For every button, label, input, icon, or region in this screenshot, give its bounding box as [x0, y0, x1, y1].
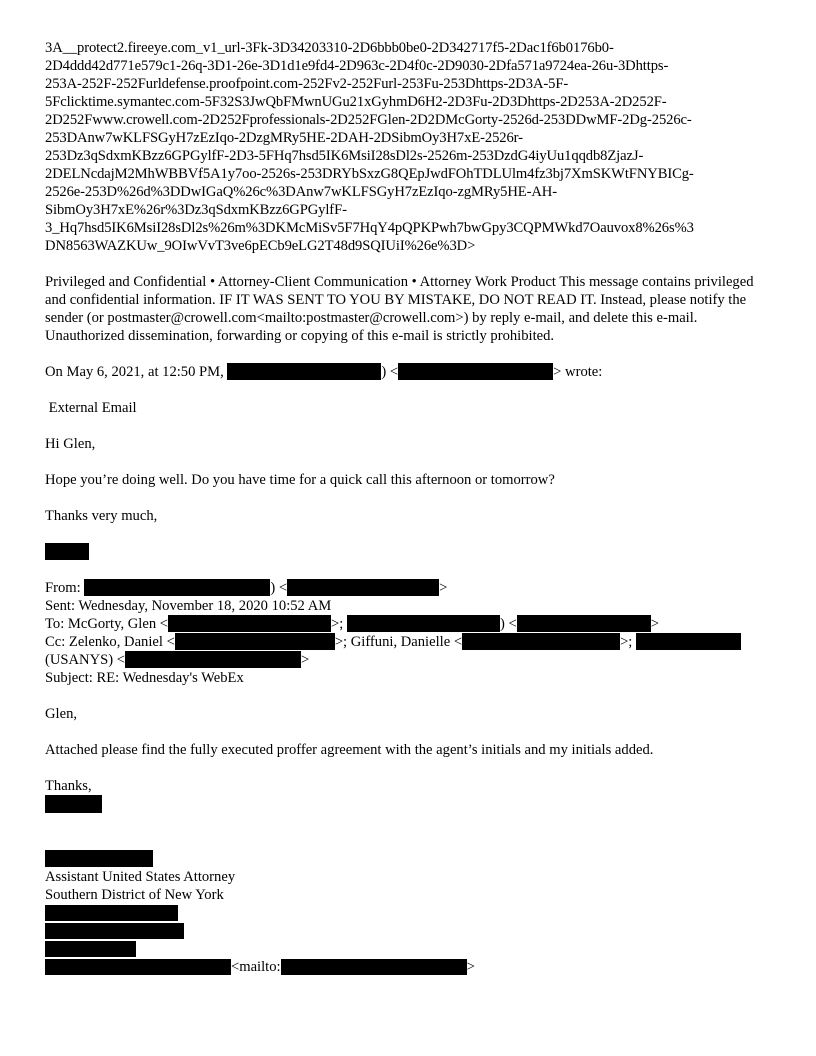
signature-org: Southern District of New York [45, 887, 224, 903]
reply-name-redaction-line [45, 795, 772, 814]
url-line: 3A__protect2.fireeye.com_v1_url-3Fk-3D34203310-2D6bbb0be0-2D342717f5-2Dac1f6b0176b0- [45, 40, 614, 56]
header-cc-continuation [45, 651, 772, 669]
redaction-bar [462, 633, 620, 650]
url-line: 2DELNcdajM2MhWBBVf5A1y7oo-2526s-253DRYbSxzG8QEpJwdFOhTDLUlm4fz3bj7XmSKWtFNYBICg- [45, 166, 694, 182]
header-sent: Sent: Wednesday, November 18, 2020 10:52 AM [45, 598, 332, 614]
to-sep2: ) < [499, 616, 517, 632]
quote-attribution [45, 363, 772, 381]
to-end: > [650, 616, 659, 632]
cc-label: Cc: Zelenko, Daniel < [45, 634, 175, 650]
redaction-bar [347, 615, 500, 632]
redaction-bar [125, 651, 301, 668]
mailto-end: > [466, 959, 475, 975]
forwarded-header-block [45, 579, 772, 687]
usanys-end: > [301, 652, 310, 668]
url-line: 253A-252F-252Furldefense.proofpoint.com-252Fv2-252Furl-253Fu-253Dhttps-2D3A-5F- [45, 76, 569, 92]
redaction-bar [45, 959, 231, 975]
cc-sep2: >; [620, 634, 636, 650]
from-mid: ) < [270, 580, 288, 596]
to-label: To: McGorty, Glen < [45, 616, 168, 632]
header-to [45, 615, 772, 633]
mailto-label: <mailto: [231, 959, 281, 975]
redaction-bar [636, 633, 741, 650]
url-line: 253DAnw7wKLFSGyH7zEzIqo-2DzgMRy5HE-2DAH-2DSibmOy3H7xE-2526r- [45, 130, 523, 146]
redaction-bar [45, 923, 184, 939]
redaction-bar [45, 941, 136, 957]
redaction-bar [281, 959, 467, 975]
signature-email-line [45, 958, 772, 976]
attribution-prefix: On May 6, 2021, at 12:50 PM, [45, 364, 228, 380]
url-line: 253Dz3qSdxmKBzz6GPGylfF-2D3-5FHq7hsd5IK6MsiI28sDl2s-2526m-253DzdG4iyUu1qqdb8ZjazJ- [45, 148, 644, 164]
encoded-url-block [45, 39, 772, 255]
to-sep1: >; [331, 616, 347, 632]
body-text: Hope you’re doing well. Do you have time for a quick call this afternoon or tomorrow? [45, 472, 555, 488]
url-line: 3_Hq7hsd5IK6MsiI28sDl2s%26m%3DKMcMiSv5F7HqY4pQPKPwh7bwGpy3CQPMWkd7Oauvox8%26s%3 [45, 220, 694, 236]
attribution-mid: ) < [381, 364, 399, 380]
signature-phone-redaction [45, 904, 772, 922]
reply-greeting: Glen, [45, 706, 78, 722]
url-line: 2D4ddd42d771e579c1-26q-3D1-26e-3D1d1e9fd4-2D963c-2D4f0c-2D9030-2Dfa571a9724ea-26u-3Dhttps- [45, 58, 669, 74]
signature-fax-redaction [45, 940, 772, 958]
sender-name-redaction-line [45, 543, 772, 561]
redaction-bar [45, 543, 89, 560]
signature-title: Assistant United States Attorney [45, 869, 236, 885]
reply-signoff: Thanks, [45, 778, 92, 794]
signature-block [45, 850, 772, 976]
from-end: > [439, 580, 448, 596]
from-label: From: [45, 580, 85, 596]
signature-name-redaction [45, 850, 772, 868]
redaction-bar [168, 615, 331, 632]
redaction-bar [175, 633, 335, 650]
url-line: 2526e-253D%26d%3DDwIGaQ%26c%3DAnw7wKLFSGyH7zEzIqo-zgMRy5HE-AH- [45, 184, 558, 200]
redaction-bar [84, 579, 270, 596]
redaction-bar [45, 795, 102, 813]
external-email-banner: External Email [45, 400, 137, 416]
header-subject: Subject: RE: Wednesday's WebEx [45, 670, 244, 686]
redaction-bar [287, 579, 439, 596]
redaction-bar [517, 615, 651, 632]
redaction-bar [398, 363, 553, 380]
greeting: Hi Glen, [45, 436, 96, 452]
url-line: SibmOy3H7xE%26r%3Dz3qSdxmKBzz6GPGylfF- [45, 202, 347, 218]
redaction-bar [227, 363, 381, 380]
signoff: Thanks very much, [45, 508, 158, 524]
signature-phone2-redaction [45, 922, 772, 940]
header-from [45, 579, 772, 597]
url-line: 5Fclicktime.symantec.com-5F32S3JwQbFMwnUGu21xGyhmD6H2-2D3Fu-2D3Dhttps-2D253A-2D252F- [45, 94, 667, 110]
url-line: DN8563WAZKUw_9OIwVvT3ve6pECb9eLG2T48d9SQIUiI%26e%3D> [45, 238, 476, 254]
usanys-label: (USANYS) < [45, 652, 125, 668]
reply-body: Attached please find the fully executed proffer agreement with the agent’s initials and my initials added. [45, 742, 654, 758]
confidentiality-disclaimer: Privileged and Confidential • Attorney-Client Communication • Attorney Work Product This message contains privileged and confidential information. IF IT WAS SENT TO YOU BY MISTAKE, DO NOT READ IT. Instead, please notify the sender (or postmaster@crowell.com<mailto:postmaster@crowell.com>) by reply e-mail, and delete this e-mail. Unauthorized dissemination, forwarding or copying of this e-mail is strictly prohibited. [45, 274, 754, 344]
redaction-bar [45, 905, 178, 921]
url-line: 2D252Fwww.crowell.com-2D252Fprofessionals-2D252FGlen-2D2DMcGorty-2526d-253DDwMF-2Dg-2526c- [45, 112, 692, 128]
redaction-bar [45, 850, 153, 867]
header-cc [45, 633, 772, 651]
attribution-suffix: > wrote: [553, 364, 603, 380]
cc-sep1: >; Giffuni, Danielle < [334, 634, 463, 650]
